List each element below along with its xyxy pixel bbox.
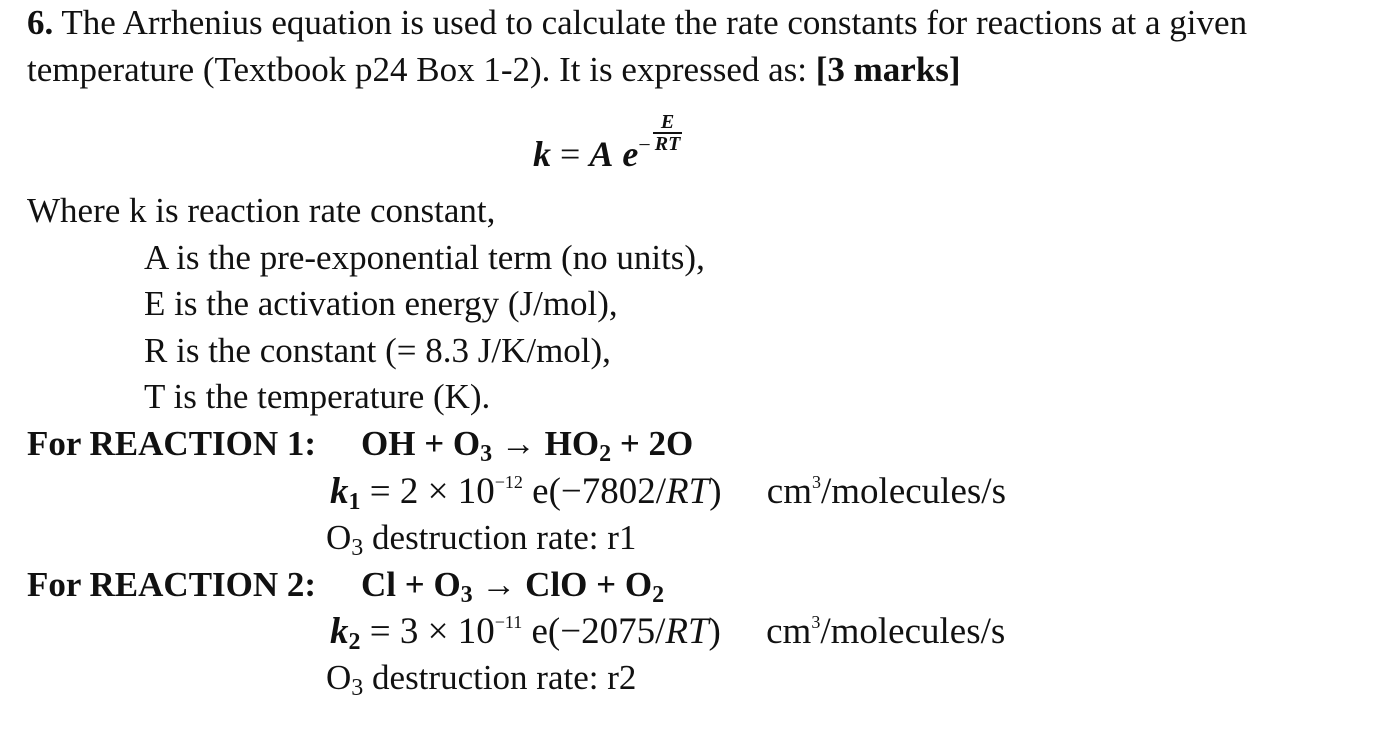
reaction1-rate-constant bbox=[330, 468, 1006, 516]
k1-units-rest: /molecules/s bbox=[821, 471, 1006, 512]
reaction1-equation bbox=[361, 421, 693, 467]
definition-T: T is the temperature (K). bbox=[144, 377, 491, 416]
k2-exponent: −11 bbox=[494, 612, 523, 632]
k1-symbol: k bbox=[330, 471, 349, 512]
r2-ozone-O: O bbox=[326, 658, 352, 697]
reaction1-reactants: OH + O bbox=[361, 424, 481, 463]
question-number: 6. bbox=[27, 3, 54, 42]
equation-A: A bbox=[589, 134, 614, 174]
k1-subscript: 1 bbox=[348, 489, 361, 515]
definitions-intro: Where k is reaction rate constant, bbox=[27, 191, 496, 230]
fraction-denominator: RT bbox=[654, 133, 681, 155]
question-intro-text-2: temperature (Textbook p24 Box 1-2). It is expressed as: bbox=[27, 50, 807, 89]
k2-symbol: k bbox=[330, 611, 349, 652]
reaction2-subscript-2: 2 bbox=[652, 582, 665, 608]
exponent-fraction bbox=[653, 112, 683, 154]
exponent-minus: − bbox=[638, 132, 651, 157]
reaction1-product-1: HO bbox=[544, 424, 600, 463]
r1-ozone-O: O bbox=[326, 518, 352, 557]
k1-units-sup: 3 bbox=[812, 472, 821, 492]
r2-destruction-text: destruction rate: r2 bbox=[363, 658, 637, 697]
r1-destruction-text: destruction rate: r1 bbox=[363, 518, 637, 557]
question-intro-text-1: The Arrhenius equation is used to calculate the rate constants for reactions at a given bbox=[61, 3, 1248, 42]
definition-E: E is the activation energy (J/mol), bbox=[144, 284, 618, 323]
reaction2-products: ClO + O bbox=[525, 565, 653, 604]
k2-close-paren: ) bbox=[708, 611, 721, 652]
reaction2-label: For REACTION 2: bbox=[27, 565, 317, 604]
equation-equals: = bbox=[560, 134, 581, 174]
reaction2-reactants: Cl + O bbox=[361, 565, 461, 604]
reaction2-subscript-3: 3 bbox=[460, 582, 473, 608]
reaction1-label: For REACTION 1: bbox=[27, 424, 317, 463]
definition-A: A is the pre-exponential term (no units), bbox=[144, 238, 705, 277]
reaction1-destruction-rate bbox=[326, 515, 636, 561]
k2-prefactor: = 3 × 10 bbox=[360, 611, 495, 652]
k1-activation: e(−7802/ bbox=[522, 471, 667, 512]
equation-e: e bbox=[622, 134, 639, 174]
reaction1-product-2: + 2O bbox=[611, 424, 694, 463]
marks-label: [3 marks] bbox=[815, 50, 961, 89]
r1-ozone-sub: 3 bbox=[351, 535, 364, 561]
reaction1-subscript-3: 3 bbox=[480, 441, 493, 467]
k1-units: cm bbox=[766, 471, 812, 512]
reaction2-equation bbox=[361, 562, 664, 608]
k2-units-sup: 3 bbox=[811, 612, 821, 632]
arrhenius-equation bbox=[533, 112, 682, 177]
k1-prefactor: = 2 × 10 bbox=[360, 471, 495, 512]
reaction2-rate-constant bbox=[330, 608, 1005, 656]
k2-RT: RT bbox=[665, 611, 709, 652]
reaction1-subscript-2: 2 bbox=[599, 441, 612, 467]
reaction2-arrow-icon: → bbox=[481, 565, 517, 604]
reaction1-arrow-icon: → bbox=[500, 424, 536, 463]
fraction-numerator: E bbox=[653, 112, 683, 134]
reaction2-destruction-rate bbox=[326, 655, 636, 701]
question-line-1 bbox=[27, 0, 1247, 46]
k1-exponent: −12 bbox=[494, 472, 523, 492]
r2-ozone-sub: 3 bbox=[351, 675, 364, 701]
k2-activation: e(−2075/ bbox=[522, 611, 666, 652]
k2-units: cm bbox=[766, 611, 812, 652]
question-line-2 bbox=[27, 47, 961, 93]
k1-RT: RT bbox=[666, 471, 710, 512]
equation-k: k bbox=[533, 134, 551, 174]
k2-units-rest: /molecules/s bbox=[820, 611, 1006, 652]
k2-subscript: 2 bbox=[348, 629, 361, 655]
k1-close-paren: ) bbox=[709, 471, 722, 512]
definition-R: R is the constant (= 8.3 J/K/mol), bbox=[144, 331, 611, 370]
